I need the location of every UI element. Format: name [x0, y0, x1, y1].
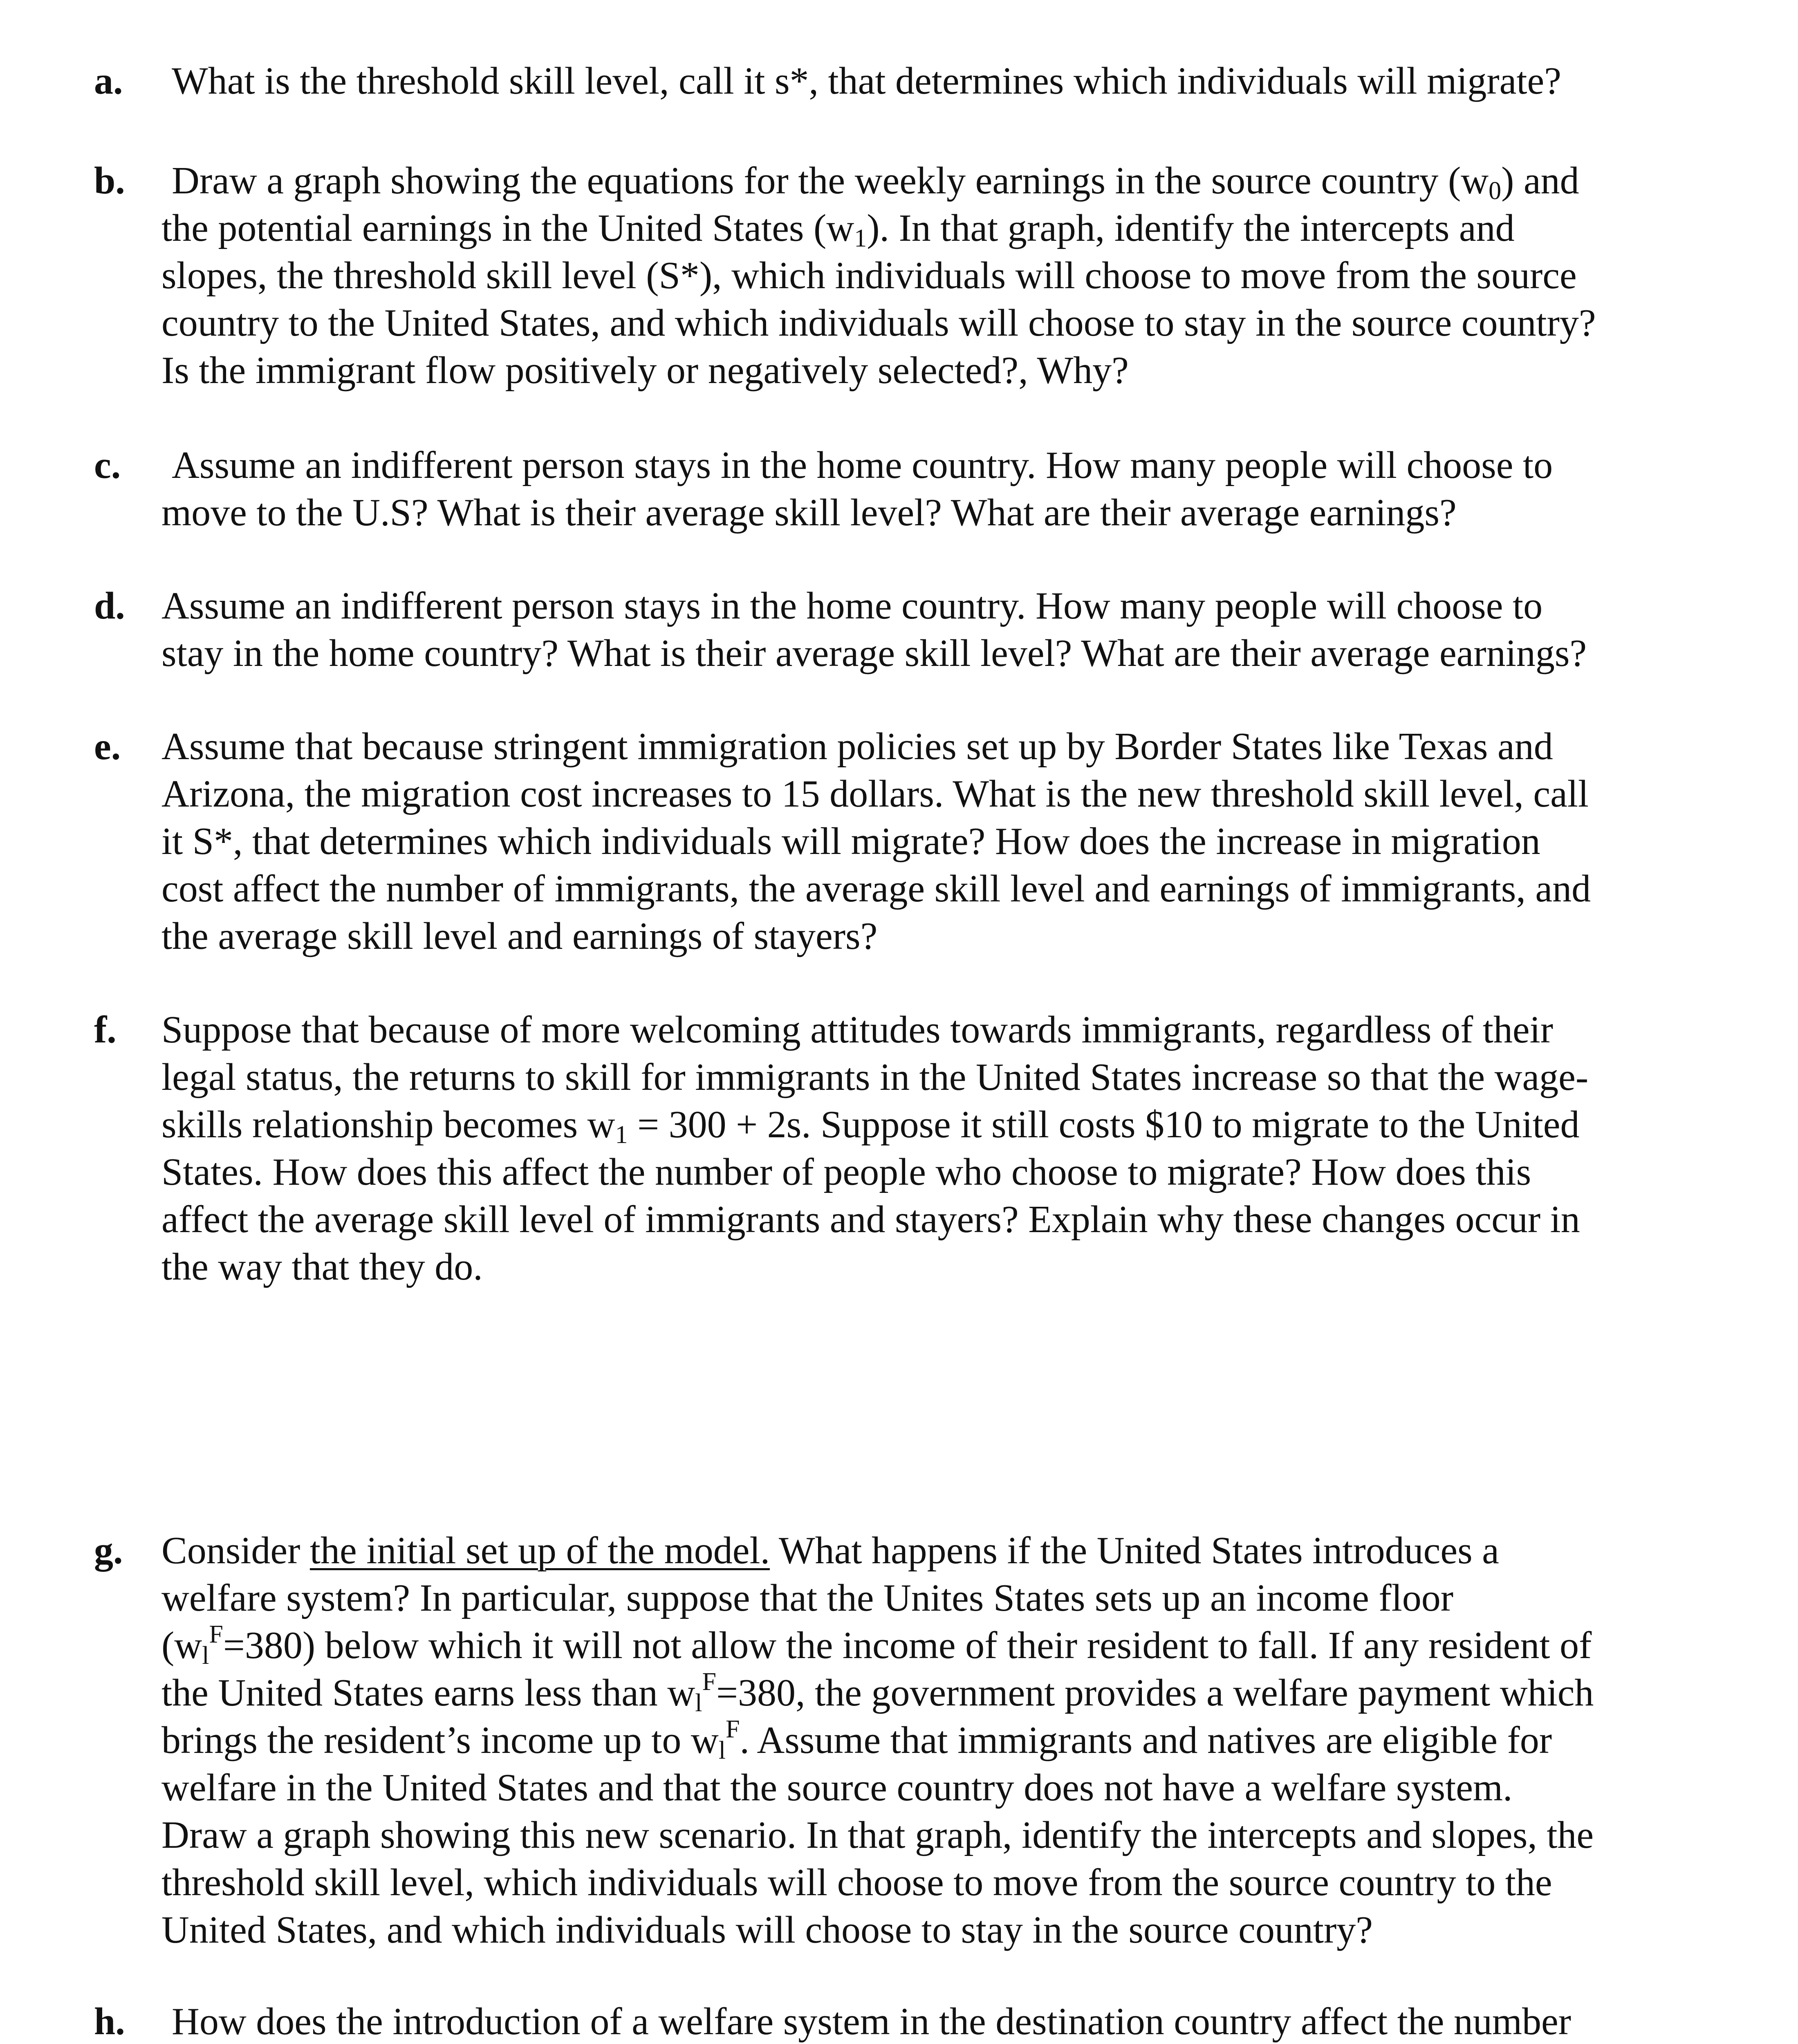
text-line: Assume an indifferent person stays in the home country. How many people will choose to	[161, 585, 1543, 627]
text-line: slopes, the threshold skill level (S*), which individuals will choose to move from the source	[161, 254, 1577, 297]
question-label: e.	[94, 725, 121, 768]
text-line: cost affect the number of immigrants, the average skill level and earnings of immigrants, and	[161, 867, 1591, 910]
text-line: $(w_l^F=380)$ below which it will not allow the income of their resident to fall. If any resident of	[161, 1620, 1592, 1670]
question-text	[161, 442, 1712, 536]
text-line: country to the United States, and which individuals will choose to stay in the source country?	[161, 302, 1596, 344]
question-label: f.	[94, 1009, 117, 1051]
question-label: d.	[94, 585, 125, 627]
question-text	[161, 723, 1712, 960]
text-line: welfare system? In particular, suppose that the Unites States sets up an income floor	[161, 1577, 1454, 1619]
text-line: Draw a graph showing the equations for the weekly earnings in the source country $(w_0)$ and	[172, 159, 1579, 205]
text-line: stay in the home country? What is their average skill level? What are their average earnings?	[161, 632, 1587, 675]
question-label: g.	[94, 1529, 123, 1572]
text-line: Arizona, the migration cost increases to 15 dollars. What is the new threshold skill level, call	[161, 773, 1589, 815]
text-line: States. How does this affect the number of people who choose to migrate? How does this	[161, 1151, 1531, 1193]
text-line: welfare in the United States and that the source country does not have a welfare system.	[161, 1766, 1513, 1809]
text-line: Consider the initial set up of the model. What happens if the United States introduces a	[161, 1529, 1499, 1572]
text-line: brings the resident’s income up to $w_l^F$. Assume that immigrants and natives are eligible for	[161, 1715, 1552, 1764]
text-line: United States, and which individuals will choose to stay in the source country?	[161, 1909, 1373, 1951]
question-text	[172, 57, 1712, 105]
text-line: the potential earnings in the United States $(w_1)$. In that graph, identify the intercepts and	[161, 207, 1515, 252]
question-label: b.	[94, 159, 125, 202]
text-line: it S*, that determines which individuals will migrate? How does the increase in migration	[161, 820, 1540, 863]
text-line: Draw a graph showing this new scenario. In that graph, identify the intercepts and slopes, the	[161, 1814, 1594, 1856]
text-line: the average skill level and earnings of stayers?	[161, 915, 878, 957]
text-line: the United States earns less than $w_l^F=380$, the government provides a welfare payment which	[161, 1668, 1594, 1717]
text-line: How does the introduction of a welfare system in the destination country affect the number	[172, 2000, 1572, 2043]
question-text	[161, 1006, 1712, 1291]
question-text	[161, 1527, 1712, 1954]
question-text	[161, 157, 1712, 394]
text-line: Is the immigrant flow positively or negatively selected?, Why?	[161, 349, 1129, 392]
text-line: legal status, the returns to skill for immigrants in the United States increase so that the wage-	[161, 1056, 1589, 1098]
question-label: h.	[94, 2000, 125, 2043]
text-line: skills relationship becomes $w_1 = 300 + 2s$. Suppose it still costs $10 to migrate to the United	[161, 1103, 1580, 1149]
question-text	[172, 1998, 1712, 2044]
text-line: the way that they do.	[161, 1246, 483, 1288]
text-line: threshold skill level, which individuals will choose to move from the source country to the	[161, 1861, 1552, 1904]
text-line: move to the U.S? What is their average skill level? What are their average earnings?	[161, 491, 1457, 534]
question-label: c.	[94, 444, 121, 486]
text-line: What is the threshold skill level, call it s*, that determines which individuals will migrate?	[172, 60, 1561, 102]
text-line: affect the average skill level of immigrants and stayers? Explain why these changes occur in	[161, 1198, 1580, 1241]
text-line: Assume an indifferent person stays in the home country. How many people will choose to	[172, 444, 1553, 486]
question-text	[161, 582, 1712, 677]
question-label: a.	[94, 60, 123, 102]
text-line: Assume that because stringent immigration policies set up by Border States like Texas and	[161, 725, 1553, 768]
text-line: Suppose that because of more welcoming attitudes towards immigrants, regardless of their	[161, 1009, 1554, 1051]
